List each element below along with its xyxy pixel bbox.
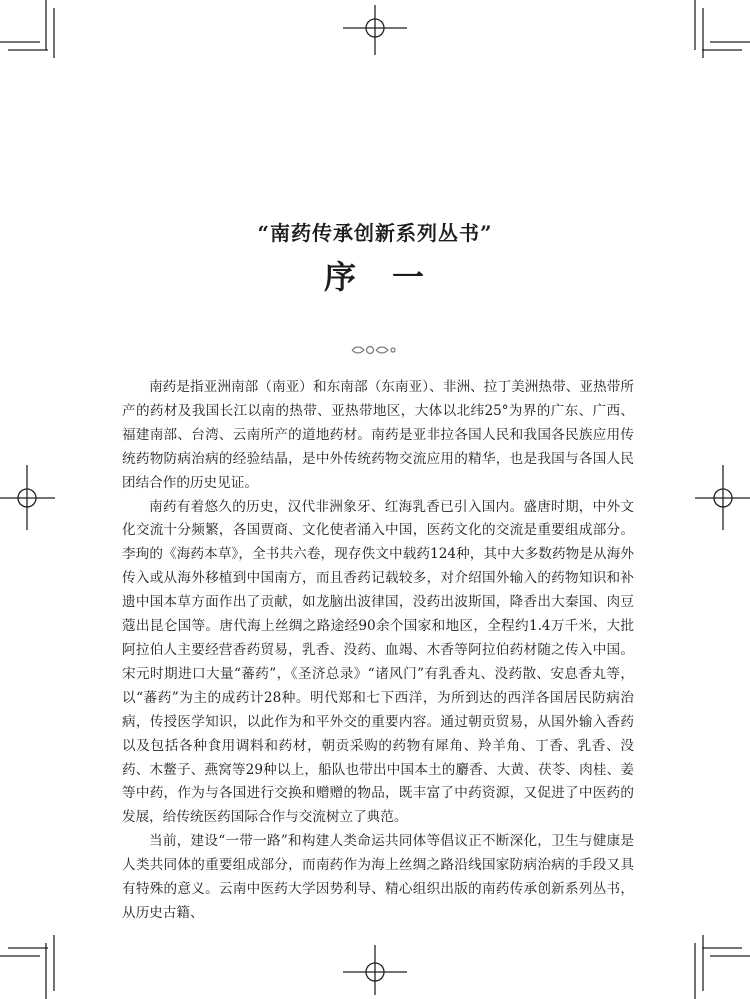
paragraph-1: 南药是指亚洲南部（南亚）和东南部（东南亚）、非洲、拉丁美洲热带、亚热带所产的药材及我国长江以南的热带、亚热带地区，大体以北纬25°为界的广东、广西、福建南部、台湾、云南所产的道地药材。南药是亚非拉各国人民和我国各民族应用传统药物防病治病的经验结晶，是中外传统药物交流应用的精华，也是我国与各国人民团结合作的历史见证。 [122,379,634,491]
paragraph-3: 当前，建设“一带一路”和构建人类命运共同体等倡议正不断深化，卫生与健康是人类共同体的重要组成部分，而南药作为海上丝绸之路沿线国家防病治病的手段又具有特殊的意义。云南中医药大学因势利导、精心组织出版的南药传承创新系列丛书，从历史古籍、 [122,833,634,921]
preface-title: 序 一 [323,258,426,296]
crop-mark-bottom-right [695,935,750,999]
ornamental-divider [112,342,638,358]
preface-body [122,376,634,926]
crop-mark-top-left [0,0,54,58]
divider-ornament-icon [352,347,395,354]
registration-mark-right [695,465,750,530]
paragraph-2: 南药有着悠久的历史，汉代非洲象牙、红海乳香已引入国内。盛唐时期，中外文化交流十分频繁，各国贾商、文化使者涌入中国，医药文化的交流是重要组成部分。李珣的《海药本草》，全书共六卷，现存佚文中载药124种，其中大多数药物是从海外传入或从海外移植到中国南方，而且香药记载较多，对介绍国外输入的药物知识和补遗中国本草方面作出了贡献，如龙脑出波律国，没药出波斯国，降香出大秦国、肉豆蔻出昆仑国等。唐代海上丝绸之路途经90余个国家和地区，全程约1.4万千米，大批阿拉伯人主要经营香药贸易，乳香、没药、血竭、木香等阿拉伯药材随之传入中国。宋元时期进口大量“蕃药”，《圣济总录》“诸风门”有乳香丸、没药散、安息香丸等，以“蕃药”为主的成药计28种。明代郑和七下西洋，为所到达的西洋各国居民防病治病，传授医学知识，以此作为和平外交的重要内容。通过朝贡贸易，从国外输入香药以及包括各种食用调料和药材，朝贡采购的药物有犀角、羚羊角、丁香、乳香、没药、木鳖子、燕窝等29种以上，船队也带出中国本土的麝香、大黄、茯苓、肉桂、姜等中药，作为与各国进行交换和赠赠的物品，既丰富了中药资源，又促进了中医药的发展，给传统医药国际合作与交流树立了典范。 [122,498,634,826]
registration-mark-top [343,5,407,55]
crop-mark-bottom-left [0,935,54,999]
registration-mark-bottom [343,945,407,995]
crop-mark-top-right [695,0,750,58]
registration-mark-left [0,465,55,530]
series-title: “南药传承创新系列丛书” [257,221,493,245]
